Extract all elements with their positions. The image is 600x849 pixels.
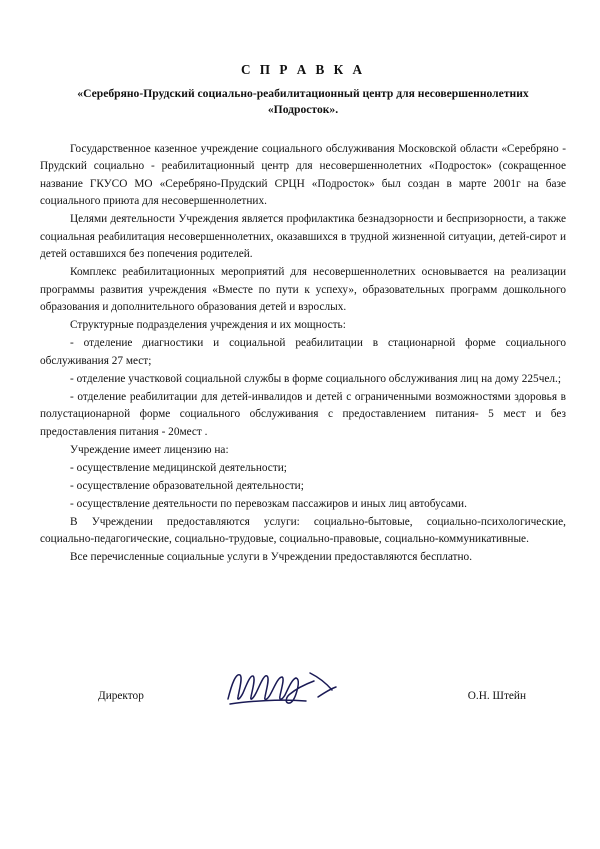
paragraph: - осуществление медицинской деятельности; — [70, 461, 287, 474]
paragraph: - отделение реабилитации для детей-инвалидов и детей с ограниченными возможностями здоровья в полустационарной форме социального обслуживания с предоставлением питания- 5 мест и без предоставления питания - 20мест . — [40, 390, 566, 438]
document-body — [40, 141, 566, 567]
handwritten-signature-icon — [222, 663, 342, 709]
paragraph: Целями деятельности Учреждения является профилактика безнадзорности и беспризорности, а также социальная реабилитация несовершеннолетних, оказавшихся в трудной жизненной ситуации, детей-сирот и детей оставшихся без попечения родителей. — [40, 213, 566, 261]
paragraph: - осуществление образовательной деятельности; — [70, 479, 304, 492]
paragraph: - отделение диагностики и социальной реабилитации в стационарной форме социального обслуживания 27 мест; — [40, 337, 566, 367]
paragraph: Структурные подразделения учреждения и их мощность: — [70, 319, 346, 332]
document-subtitle: «Серебряно-Прудский социально-реабилитационный центр для несовершеннолетних «Подросток». — [77, 87, 529, 117]
paragraph: Учреждение имеет лицензию на: — [70, 443, 229, 456]
signature-block — [40, 690, 566, 750]
paragraph: Государственное казенное учреждение социального обслуживания Московской области «Серебряно - Прудский социально - реабилитационный центр для несовершеннолетних «Подросток» (сокращенное название ГКУСО МО «Серебряно-Прудский СРЦН «Подросток» был создан в марте 2001г на базе социального приюта для несовершеннолетних. — [40, 142, 566, 208]
signature-role-label: Директор — [98, 690, 144, 702]
signer-name: О.Н. Штейн — [467, 690, 526, 702]
paragraph: - осуществление деятельности по перевозкам пассажиров и иных лиц автобусами. — [70, 497, 467, 510]
document-title: С П Р А В К А — [240, 62, 366, 77]
paragraph: В Учреждении предоставляются услуги: социально-бытовые, социально-психологические, социально-педагогические, социально-трудовые, социально-правовые, социально-коммуникативные. — [40, 515, 566, 546]
paragraph: Комплекс реабилитационных мероприятий для несовершеннолетних основывается на реализации программы развития учреждения «Вместе по пути к успеху», образовательных программ дошкольного образования и дополнительного образования детей и взрослых. — [40, 266, 566, 314]
paragraph: Все перечисленные социальные услуги в Учреждении предоставляются бесплатно. — [70, 551, 473, 564]
paragraph: - отделение участковой социальной службы в форме социального обслуживания лиц на дому 225чел.; — [70, 372, 561, 385]
